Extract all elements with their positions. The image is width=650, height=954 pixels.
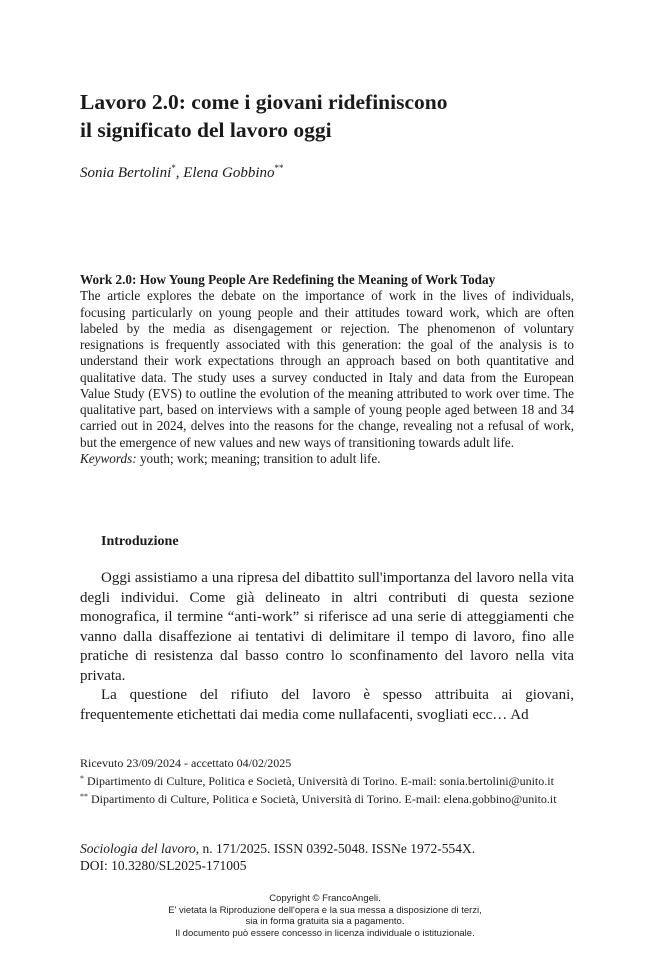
article-title	[80, 88, 580, 144]
abstract-text: The article explores the debate on the importance of work in the lives of individuals, focusing particularly on young people and their attitudes toward work, which are often labeled by the media as disengagement or rejection. The phenomenon of voluntary resignations is frequently associated with this generation: the goal of the analysis is to understand their work expectations through an approach based on both quantitative and qualitative data. The study uses a survey conducted in Italy and data from the European Value Study (EVS) to outline the evolution of the meaning attributed to work over time. The qualitative part, based on interviews with a sample of young people aged between 18 and 34 carried out in 2024, delves into the reasons for the change, revealing not a refusal of work, but the emergence of new values and new ways of transitioning towards adult life.	[80, 288, 574, 450]
body-paragraph: Oggi assistiamo a una ripresa del dibattito sull'importanza del lavoro nella vita degli individui. Come già delineato in altri contributi di questa sezione monografica, il termine “anti-work” si riferisce ad una serie di atteggiamenti che vanno dalla disaffezione ai tentativi di delimitare il tempo di lavoro, fino alle pratiche di resistenza dal basso contro lo sconfinamento del lavoro nella vita privata.	[80, 570, 574, 684]
copyright-line: Il documento può essere concesso in licenza individuale o istituzionale.	[175, 927, 475, 939]
footnote-mark: *	[80, 774, 84, 783]
footnote-mark: **	[80, 792, 88, 801]
footnotes	[80, 756, 574, 807]
footnote-text: Dipartimento di Culture, Politica e Società, Università di Torino. E-mail: sonia.bertolini@unito.it	[87, 774, 554, 788]
body-paragraph: La questione del rifiuto del lavoro è spesso attribuita ai giovani, frequentemente etichettati dai media come nullafacenti, svogliati ecc… Ad	[80, 687, 574, 723]
journal-details: , n. 171/2025. ISSN 0392-5048. ISSNe 1972-554X.	[195, 841, 476, 856]
section-heading: Introduzione	[101, 534, 179, 549]
footnote	[80, 789, 574, 807]
journal-info	[80, 841, 574, 874]
keywords: youth; work; meaning; transition to adult life.	[139, 450, 381, 466]
copyright-notice	[0, 893, 650, 939]
doi: DOI: 10.3280/SL2025-171005	[80, 857, 247, 873]
author-name: Sonia Bertolini	[80, 165, 172, 181]
journal-name: Sociologia del lavoro	[80, 841, 196, 856]
body-text	[80, 569, 574, 725]
title-line-1: Lavoro 2.0: come i giovani ridefiniscono	[80, 90, 448, 114]
abstract-title: Work 2.0: How Young People Are Redefining the Meaning of Work Today	[80, 272, 496, 287]
author-footnote-mark: **	[274, 163, 284, 173]
footnote	[80, 771, 574, 789]
copyright-line: E' vietata la Riproduzione dell'opera e la sua messa a disposizione di terzi,	[168, 904, 482, 916]
keywords-label: Keywords:	[80, 450, 137, 466]
title-line-2: il significato del lavoro oggi	[80, 118, 332, 142]
copyright-line: Copyright © FrancoAngeli.	[269, 893, 381, 904]
footnote-text: Dipartimento di Culture, Politica e Società, Università di Torino. E-mail: elena.gobbino@unito.it	[91, 792, 557, 806]
author-list: Sonia Bertolini*, Elena Gobbino**	[80, 163, 284, 181]
abstract	[80, 272, 574, 467]
author-name: Elena Gobbino	[183, 165, 275, 181]
received-date: Ricevuto 23/09/2024 - accettato 04/02/2025	[80, 756, 292, 770]
author-footnote-mark: *	[171, 163, 176, 173]
copyright-line: sia in forma gratuita sia a pagamento.	[245, 916, 405, 927]
